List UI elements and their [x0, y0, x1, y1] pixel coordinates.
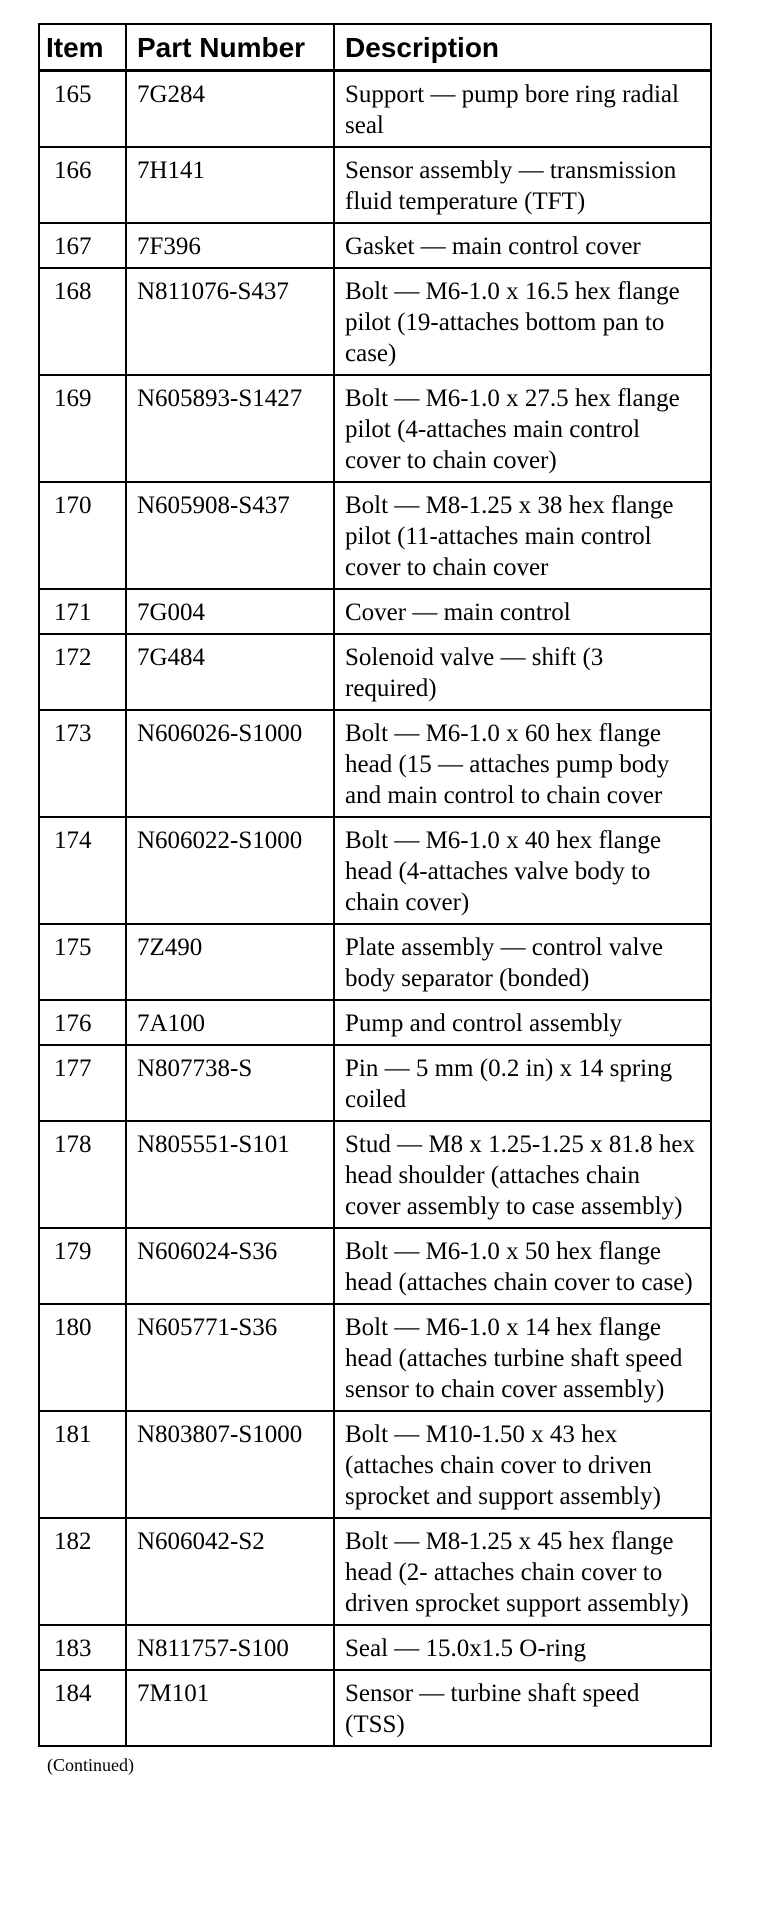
parts-table [38, 23, 712, 1747]
part-number-cell: 7F396 [126, 223, 334, 268]
description-cell: Bolt — M6-1.0 x 16.5 hex flange pilot (19-attaches bottom pan to case) [334, 268, 711, 375]
part-number-cell: N605771-S36 [126, 1304, 334, 1411]
part-number-cell: N811757-S100 [126, 1625, 334, 1670]
item-cell: 175 [39, 924, 126, 1000]
part-number-cell: 7Z490 [126, 924, 334, 1000]
table-row [39, 1000, 711, 1045]
part-number-cell: N807738-S [126, 1045, 334, 1121]
description-cell: Sensor — turbine shaft speed (TSS) [334, 1670, 711, 1746]
table-row [39, 223, 711, 268]
table-row [39, 268, 711, 375]
header-item: Item [39, 24, 126, 71]
item-cell: 172 [39, 634, 126, 710]
table-row [39, 482, 711, 589]
item-cell: 165 [39, 71, 126, 148]
part-number-cell: N605893-S1427 [126, 375, 334, 482]
description-cell: Bolt — M6-1.0 x 27.5 hex flange pilot (4-attaches main control cover to chain cover) [334, 375, 711, 482]
item-cell: 179 [39, 1228, 126, 1304]
part-number-cell: N606022-S1000 [126, 817, 334, 924]
description-cell: Bolt — M6-1.0 x 60 hex flange head (15 — attaches pump body and main control to chain cover [334, 710, 711, 817]
item-cell: 171 [39, 589, 126, 634]
item-cell: 166 [39, 147, 126, 223]
item-cell: 181 [39, 1411, 126, 1518]
part-number-cell: 7G284 [126, 71, 334, 148]
table-row [39, 634, 711, 710]
item-cell: 182 [39, 1518, 126, 1625]
continued-note: (Continued) [47, 1755, 134, 1775]
table-row [39, 1228, 711, 1304]
description-cell: Support — pump bore ring radial seal [334, 71, 711, 148]
table-row [39, 147, 711, 223]
header-row [39, 24, 711, 71]
header-part-number: Part Number [126, 24, 334, 71]
part-number-cell: N605908-S437 [126, 482, 334, 589]
description-cell: Sensor assembly — transmission fluid temperature (TFT) [334, 147, 711, 223]
table-row [39, 710, 711, 817]
header-description: Description [334, 24, 711, 71]
table-row [39, 924, 711, 1000]
part-number-cell: N606026-S1000 [126, 710, 334, 817]
item-cell: 184 [39, 1670, 126, 1746]
table-row [39, 1411, 711, 1518]
table-row [39, 1625, 711, 1670]
part-number-cell: 7G484 [126, 634, 334, 710]
table-row [39, 1045, 711, 1121]
description-cell: Gasket — main control cover [334, 223, 711, 268]
table-row [39, 1518, 711, 1625]
description-cell: Bolt — M6-1.0 x 50 hex flange head (attaches chain cover to case) [334, 1228, 711, 1304]
description-cell: Plate assembly — control valve body separator (bonded) [334, 924, 711, 1000]
description-cell: Stud — M8 x 1.25-1.25 x 81.8 hex head shoulder (attaches chain cover assembly to case assembly) [334, 1121, 711, 1228]
part-number-cell: 7G004 [126, 589, 334, 634]
description-cell: Bolt — M8-1.25 x 38 hex flange pilot (11-attaches main control cover to chain cover [334, 482, 711, 589]
item-cell: 169 [39, 375, 126, 482]
part-number-cell: N803807-S1000 [126, 1411, 334, 1518]
part-number-cell: N805551-S101 [126, 1121, 334, 1228]
description-cell: Pin — 5 mm (0.2 in) x 14 spring coiled [334, 1045, 711, 1121]
description-cell: Pump and control assembly [334, 1000, 711, 1045]
item-cell: 180 [39, 1304, 126, 1411]
description-cell: Bolt — M10-1.50 x 43 hex (attaches chain cover to driven sprocket and support assembly) [334, 1411, 711, 1518]
description-cell: Cover — main control [334, 589, 711, 634]
table-row [39, 375, 711, 482]
part-number-cell: N606042-S2 [126, 1518, 334, 1625]
page [38, 23, 710, 1776]
table-row [39, 817, 711, 924]
item-cell: 183 [39, 1625, 126, 1670]
part-number-cell: N606024-S36 [126, 1228, 334, 1304]
table-row [39, 1121, 711, 1228]
description-cell: Solenoid valve — shift (3 required) [334, 634, 711, 710]
item-cell: 177 [39, 1045, 126, 1121]
item-cell: 173 [39, 710, 126, 817]
item-cell: 178 [39, 1121, 126, 1228]
table-row [39, 1670, 711, 1746]
table-body [39, 71, 711, 1747]
part-number-cell: 7M101 [126, 1670, 334, 1746]
table-row [39, 1304, 711, 1411]
description-cell: Bolt — M6-1.0 x 40 hex flange head (4-attaches valve body to chain cover) [334, 817, 711, 924]
description-cell: Seal — 15.0x1.5 O-ring [334, 1625, 711, 1670]
description-cell: Bolt — M6-1.0 x 14 hex flange head (attaches turbine shaft speed sensor to chain cover assembly) [334, 1304, 711, 1411]
item-cell: 168 [39, 268, 126, 375]
table-row [39, 589, 711, 634]
part-number-cell: 7H141 [126, 147, 334, 223]
table-row [39, 71, 711, 148]
item-cell: 176 [39, 1000, 126, 1045]
part-number-cell: 7A100 [126, 1000, 334, 1045]
item-cell: 174 [39, 817, 126, 924]
item-cell: 167 [39, 223, 126, 268]
item-cell: 170 [39, 482, 126, 589]
part-number-cell: N811076-S437 [126, 268, 334, 375]
description-cell: Bolt — M8-1.25 x 45 hex flange head (2- attaches chain cover to driven sprocket support assembly) [334, 1518, 711, 1625]
